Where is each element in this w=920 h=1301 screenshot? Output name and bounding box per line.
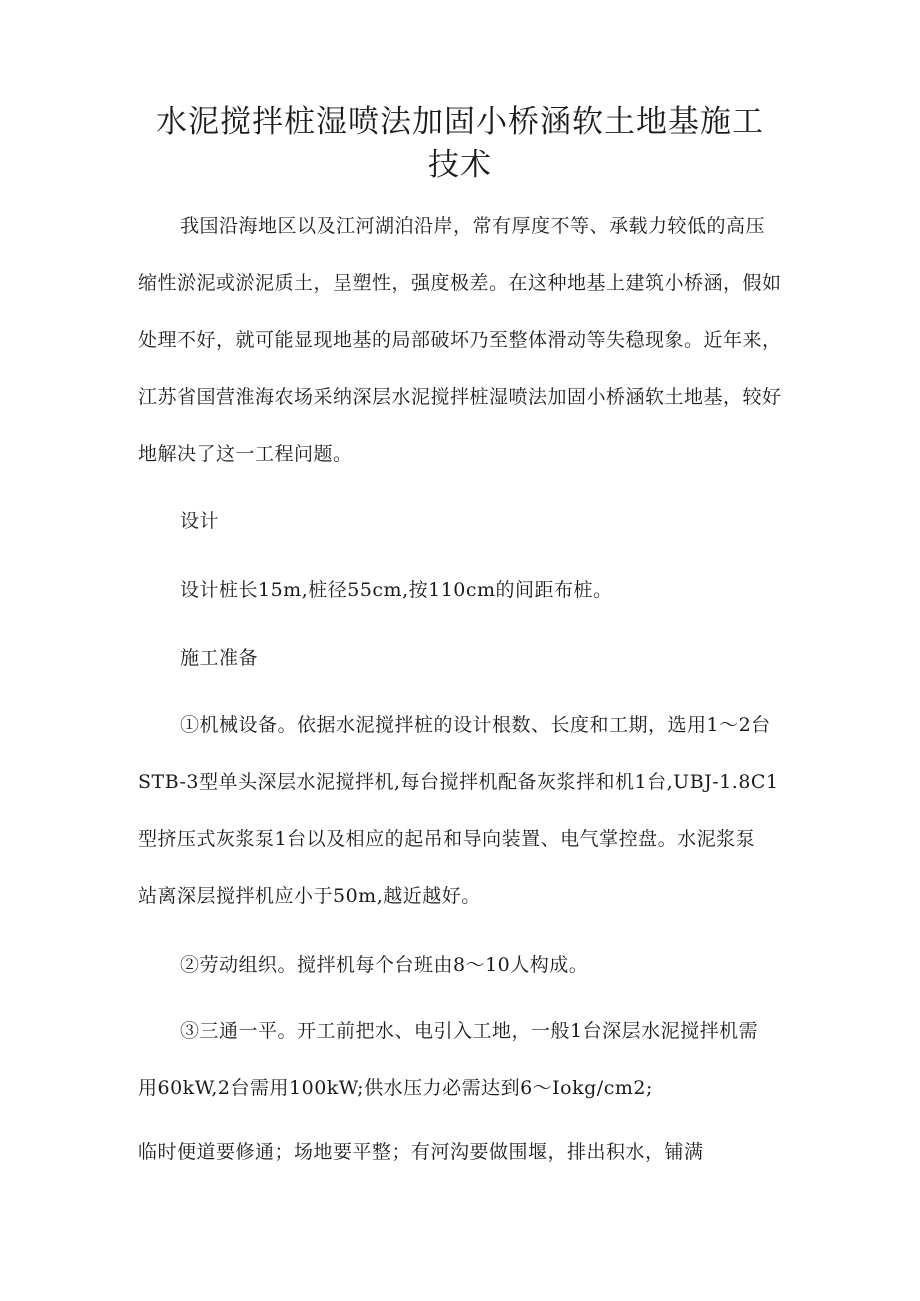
intro-line: 缩性淤泥或淤泥质土，呈塑性，强度极差。在这种地基上建筑小桥涵，假如 bbox=[138, 272, 782, 294]
item1-line: 站离深层搅拌机应小于50m,越近越好。 bbox=[138, 885, 481, 907]
item2-text: ②劳动组织。搅拌机每个台班由8～10人构成。 bbox=[180, 954, 589, 976]
design-paragraph bbox=[138, 562, 798, 619]
document-title-line1: 水泥搅拌桩湿喷法加固小桥涵软土地基施工 bbox=[156, 104, 764, 140]
item1-line: STB-3型单头深层水泥搅拌机,每台搅拌机配备灰浆拌和机1台,UBJ-1.8C1 bbox=[138, 771, 779, 793]
item3-paragraph bbox=[138, 1003, 798, 1117]
intro-line: 江苏省国营淮海农场采纳深层水泥搅拌桩湿喷法加固小桥涵软土地基，较好 bbox=[138, 386, 782, 408]
section-heading-text: 施工准备 bbox=[180, 647, 259, 669]
design-text: 设计桩长15m,桩径55cm,按110cm的间距布桩。 bbox=[180, 579, 613, 601]
intro-line: 处理不好，就可能显现地基的局部破坏乃至整体滑动等失稳现象。近年来， bbox=[138, 329, 782, 351]
item1-line: 型挤压式灰浆泵1台以及相应的起吊和导向装置、电气掌控盘。水泥浆泵 bbox=[138, 828, 756, 850]
item3-line: ③三通一平。开工前把水、电引入工地，一般1台深层水泥搅拌机需 bbox=[180, 1020, 759, 1042]
section-heading-text: 设计 bbox=[180, 510, 220, 532]
item2-paragraph bbox=[138, 937, 798, 994]
intro-line: 我国沿海地区以及江河湖泊沿岸，常有厚度不等、承载力较低的高压 bbox=[180, 215, 766, 237]
intro-line: 地解决了这一工程问题。 bbox=[138, 443, 353, 465]
intro-paragraph bbox=[138, 198, 798, 483]
document-title-line2: 技术 bbox=[428, 147, 492, 183]
section-heading-prep bbox=[138, 630, 798, 687]
item1-paragraph bbox=[138, 697, 798, 925]
section-heading-design bbox=[138, 493, 798, 550]
last-line-paragraph bbox=[138, 1124, 798, 1181]
item3-line: 用60kW,2台需用100kW;供水压力必需达到6～Iokg/cm2; bbox=[138, 1077, 653, 1099]
item1-line: ①机械设备。依据水泥搅拌桩的设计根数、长度和工期，选用1～2台 bbox=[180, 714, 771, 736]
last-line-text: 临时便道要修通；场地要平整；有河沟要做围堰，排出积水，铺满 bbox=[138, 1141, 704, 1163]
